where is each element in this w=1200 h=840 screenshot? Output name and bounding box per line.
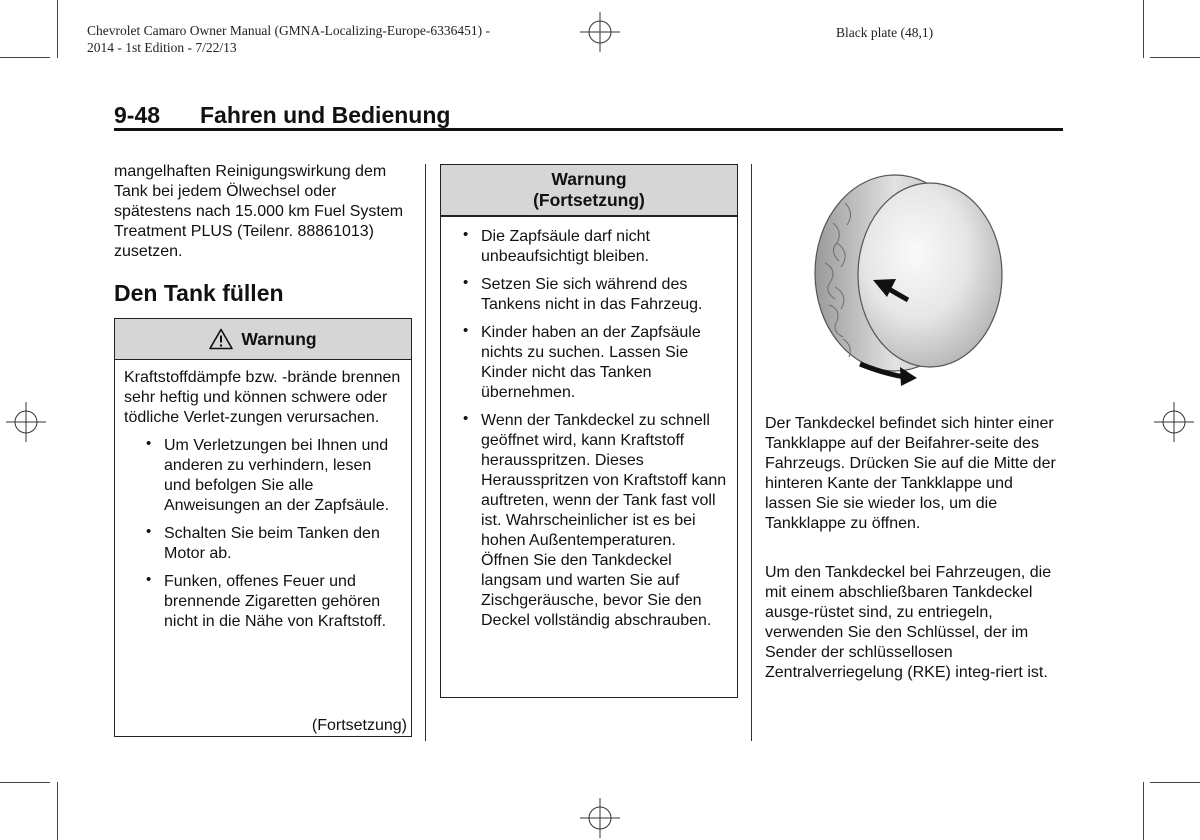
registration-mark-left: [6, 402, 46, 442]
list-item: • Funken, offenes Feuer und brennende Zigaretten gehören nicht in die Nähe von Kraftstoff.: [144, 572, 401, 632]
intro-paragraph: mangelhaften Reinigungswirkung dem Tank bei jedem Ölwechsel oder spätestens nach 15.000 km Fuel System Treatment PLUS (Teilenr. 88861013) zusetzen.: [114, 163, 404, 260]
list-item: • Um Verletzungen bei Ihnen und anderen zu verhindern, lesen und befolgen Sie alle Anweisungen an der Zapfsäule.: [144, 436, 401, 516]
paragraph-locking-cap: Um den Tankdeckel bei Fahrzeugen, die mit einem abschließbaren Tankdeckel ausge-rüstet sind, zu entriegeln, verwenden Sie den Schlüssel, der im Sender der schlüssellosen Zentralverriegelung (RKE) integ-riert ist.: [765, 564, 1052, 681]
column-divider: [751, 164, 752, 741]
crop-mark: [0, 57, 50, 58]
warning-title: Warnung: [241, 328, 317, 349]
heading-rule: [114, 128, 1063, 131]
crop-mark: [1150, 57, 1200, 58]
page-number: 9-48: [114, 102, 161, 128]
warning-triangle-icon: [209, 328, 233, 350]
warning-text: Kraftstoffdämpfe bzw. -brände brennen sehr heftig und können schwere oder tödliche Verlet-zungen verursachen.: [124, 369, 401, 426]
page-heading: [114, 102, 450, 129]
warning-header: [441, 165, 737, 217]
list-item: • Setzen Sie sich während des Tankens nicht in das Fahrzeug.: [461, 275, 727, 315]
fuel-cap-illustration: [765, 163, 1065, 403]
crop-mark: [1150, 782, 1200, 783]
paragraph-fuel-door: Der Tankdeckel befindet sich hinter einer Tankklappe auf der Beifahrer-seite des Fahrzeugs. Drücken Sie auf die Mitte der hinteren Kante der Tankklappe und lassen Sie sie wieder los, um die Tankklappe zu öffnen.: [765, 415, 1056, 532]
list-item: • Die Zapfsäule darf nicht unbeaufsichtigt bleiben.: [461, 227, 727, 267]
list-item: • Wenn der Tankdeckel zu schnell geöffnet wird, kann Kraftstoff herausspritzen. Dieses Herausspritzen von Kraftstoff kann auftreten, wenn der Tank fast voll ist. Wahrscheinlicher ist es bei hohen Außentemperaturen. Öffnen Sie den Tankdeckel langsam und warten Sie auf Zischgeräusche, bevor Sie den Deckel vollständig abschrauben.: [461, 411, 727, 631]
warning-header: [115, 319, 411, 360]
crop-mark: [0, 782, 50, 783]
chapter-title: Fahren und Bedienung: [200, 102, 451, 128]
crop-mark: [1143, 782, 1144, 840]
crop-mark: [1143, 0, 1144, 58]
crop-mark: [57, 782, 58, 840]
print-header-line2: 2014 - 1st Edition - 7/22/13: [87, 40, 237, 55]
section-title: Den Tank füllen: [114, 280, 284, 306]
print-header-line1: Chevrolet Camaro Owner Manual (GMNA-Localizing-Europe-6336451) -: [87, 23, 491, 38]
registration-mark-bottom: [580, 798, 620, 838]
warning-title: Warnung: [551, 169, 627, 189]
warning-box: [114, 318, 412, 737]
continued-note: (Fortsetzung): [311, 717, 407, 734]
warning-bullet-list: [461, 227, 727, 631]
list-item: • Schalten Sie beim Tanken den Motor ab.: [144, 524, 401, 564]
warning-subtitle: (Fortsetzung): [533, 190, 645, 210]
plate-label: Black plate (48,1): [836, 25, 934, 40]
print-header: [87, 22, 587, 56]
registration-mark-right: [1154, 402, 1194, 442]
column-divider: [425, 164, 426, 741]
warning-bullet-list: [124, 436, 401, 632]
list-item: • Kinder haben an der Zapfsäule nichts zu suchen. Lassen Sie Kinder nicht das Tanken übernehmen.: [461, 323, 727, 403]
warning-box-continued: [440, 164, 738, 698]
crop-mark: [57, 0, 58, 58]
